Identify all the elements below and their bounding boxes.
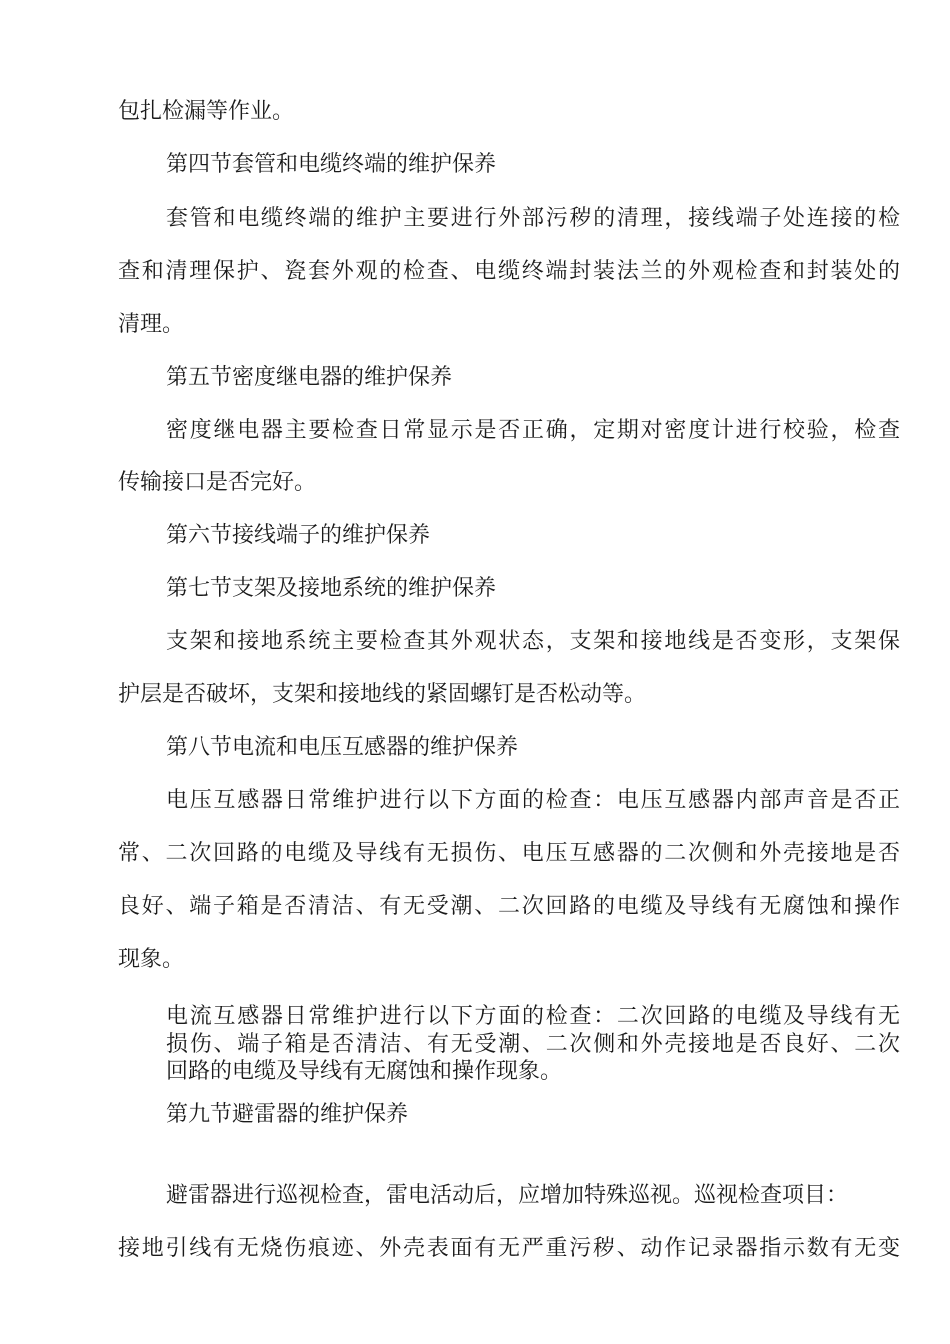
paragraph-line: 良好、端子箱是否清洁、有无受潮、二次回路的电缆及导线有无腐蚀和操作 (118, 894, 900, 919)
paragraph-line: 回路的电缆及导线有无腐蚀和操作现象。 (166, 1059, 563, 1084)
paragraph-line: 护层是否破坏，支架和接地线的紧固螺钉是否松动等。 (118, 682, 647, 707)
paragraph-line: 传输接口是否完好。 (118, 470, 317, 495)
paragraph-line: 常、二次回路的电缆及导线有无损伤、电压互感器的二次侧和外壳接地是否 (118, 841, 900, 866)
section-heading-9: 第九节避雷器的维护保养 (166, 1102, 409, 1127)
paragraph-line: 清理。 (118, 312, 185, 337)
paragraph-line: 套管和电缆终端的维护主要进行外部污秽的清理，接线端子处连接的检 (166, 206, 900, 231)
paragraph-line: 电流互感器日常维护进行以下方面的检查：二次回路的电缆及导线有无 (166, 1004, 900, 1029)
paragraph-line: 电压互感器日常维护进行以下方面的检查：电压互感器内部声音是否正 (166, 788, 900, 813)
section-heading-8: 第八节电流和电压互感器的维护保养 (166, 735, 519, 760)
paragraph-line: 密度继电器主要检查日常显示是否正确，定期对密度计进行校验，检查 (166, 418, 900, 443)
paragraph-line: 查和清理保护、瓷套外观的检查、电缆终端封装法兰的外观检查和封装处的 (118, 259, 900, 284)
section-heading-6: 第六节接线端子的维护保养 (166, 523, 431, 548)
paragraph-line: 现象。 (118, 947, 185, 972)
paragraph-line: 损伤、端子箱是否清洁、有无受潮、二次侧和外壳接地是否良好、二次 (166, 1032, 900, 1057)
section-heading-4: 第四节套管和电缆终端的维护保养 (166, 152, 497, 177)
paragraph-line: 避雷器进行巡视检查，雷电活动后，应增加特殊巡视。巡视检查项目： (166, 1183, 849, 1208)
paragraph-line: 接地引线有无烧伤痕迹、外壳表面有无严重污秽、动作记录器指示数有无变 (118, 1236, 900, 1261)
paragraph-line: 包扎检漏等作业。 (118, 99, 295, 124)
section-heading-7: 第七节支架及接地系统的维护保养 (166, 576, 497, 601)
section-heading-5: 第五节密度继电器的维护保养 (166, 365, 453, 390)
paragraph-line: 支架和接地系统主要检查其外观状态，支架和接地线是否变形，支架保 (166, 629, 900, 654)
